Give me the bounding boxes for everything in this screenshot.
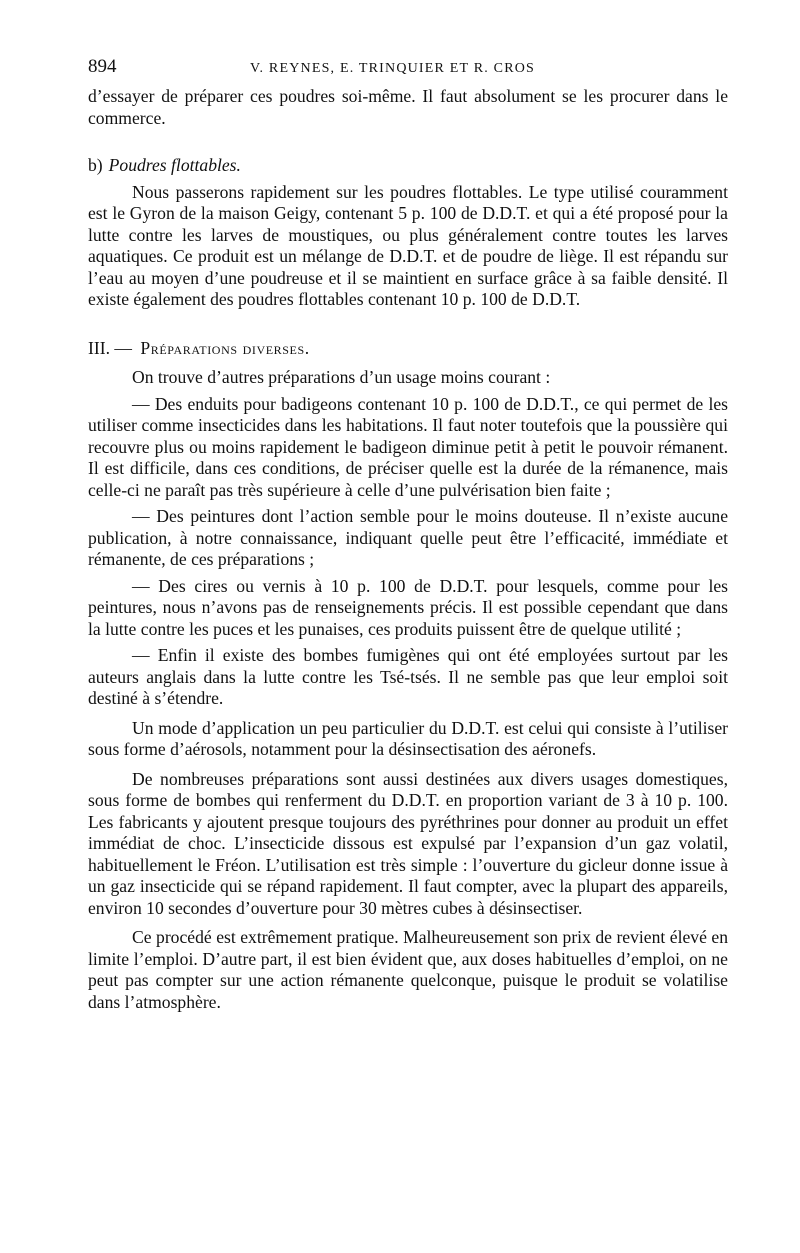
paragraph: De nombreuses préparations sont aussi destinées aux divers usages domestiques, sous forme de bombes qui renferment du D.D.T. en proportion variant de 3 à 10 p. 100. Les fabricants y ajoutent presque toujours des pyréthrines pour donner au produit un effet immédiat de choc. L’insecticide dissous est expulsé par l’expansion d’un gaz volatil, habituellement le Fréon. L’utilisation est très simple : l’ouverture du gicleur donne issue à un gaz insecticide qui se répand rapidement. Il faut compter, avec la plupart des appareils, environ 10 secondes d’ouverture pour 30 mètres cubes à désinsectiser. [88, 768, 728, 918]
paragraph: Un mode d’application un peu particulier du D.D.T. est celui qui consiste à l’utiliser sous forme d’aérosols, notamment pour la désinsectisation des aéronefs. [88, 717, 728, 759]
subsection-title: Poudres flottables. [108, 155, 241, 175]
subsection-label: b) [88, 155, 103, 175]
paragraph: d’essayer de préparer ces poudres soi-même. Il faut absolument se les procurer dans le commerce. [88, 86, 728, 128]
subsection-heading-b [88, 155, 728, 177]
page-number: 894 [88, 56, 117, 77]
section-number: III. — [88, 337, 132, 358]
list-item: — Des cires ou vernis à 10 p. 100 de D.D.T. pour lesquels, comme pour les peintures, nous n’avons pas de renseignements précis. Il est possible cependant que dans la lutte contre les puces et les punaises, ces produits puissent être de quelque utilité ; [88, 575, 728, 639]
paragraph: Ce procédé est extrêmement pratique. Malheureusement son prix de revient élevé en limite l’emploi. D’autre part, il est bien évident que, aux doses habituelles d’emploi, on ne peut pas compter sur une action rémanente quelconque, puisque le produit se volatilise dans l’atmosphère. [88, 927, 728, 1012]
list-item: — Des peintures dont l’action semble pour le moins douteuse. Il n’existe aucune publication, à notre connaissance, indiquant quelle peut être l’efficacité, immédiate et rémanente, de ces préparations ; [88, 506, 728, 569]
running-head [88, 56, 728, 86]
page [88, 56, 728, 1236]
running-head-authors: V. REYNES, E. TRINQUIER ET R. CROS [250, 61, 536, 76]
paragraph: On trouve d’autres préparations d’un usage moins courant : [132, 367, 551, 387]
paragraph: Nous passerons rapidement sur les poudres flottables. Le type utilisé couramment est le Gyron de la maison Geigy, contenant 5 p. 100 de D.D.T. et qui a été proposé pour la lutte contre les larves de moustiques, ou plus généralement contre toutes les larves aquatiques. Ce produit est un mélange de D.D.T. et de poudre de liège. Il est répandu sur l’eau au moyen d’une poudreuse et il se maintient en surface grâce à sa faible densité. Il existe également des poudres flottables contenant 10 p. 100 de D.D.T. [88, 181, 728, 309]
list-item: — Des enduits pour badigeons contenant 10 p. 100 de D.D.T., ce qui permet de les utiliser comme insecticides dans les habitations. Il faut noter toutefois que la poussière qui recouvre plus ou moins rapidement le badigeon diminue petit à petit le pouvoir rémanent. Il est difficile, dans ces conditions, de préciser quelle est la durée de la rémanence, mais celle-ci ne paraît pas très supérieure à celle d’une pulvérisation bien faite ; [88, 393, 728, 500]
section-heading-iii [88, 338, 728, 360]
body-text [88, 86, 728, 1013]
section-title: Préparations diverses. [140, 337, 310, 358]
list-item: — Enfin il existe des bombes fumigènes qui ont été employées surtout par les auteurs anglais dans la lutte contre les Tsé-tsés. Il ne semble pas que leur emploi soit destiné à s’étendre. [88, 645, 728, 708]
